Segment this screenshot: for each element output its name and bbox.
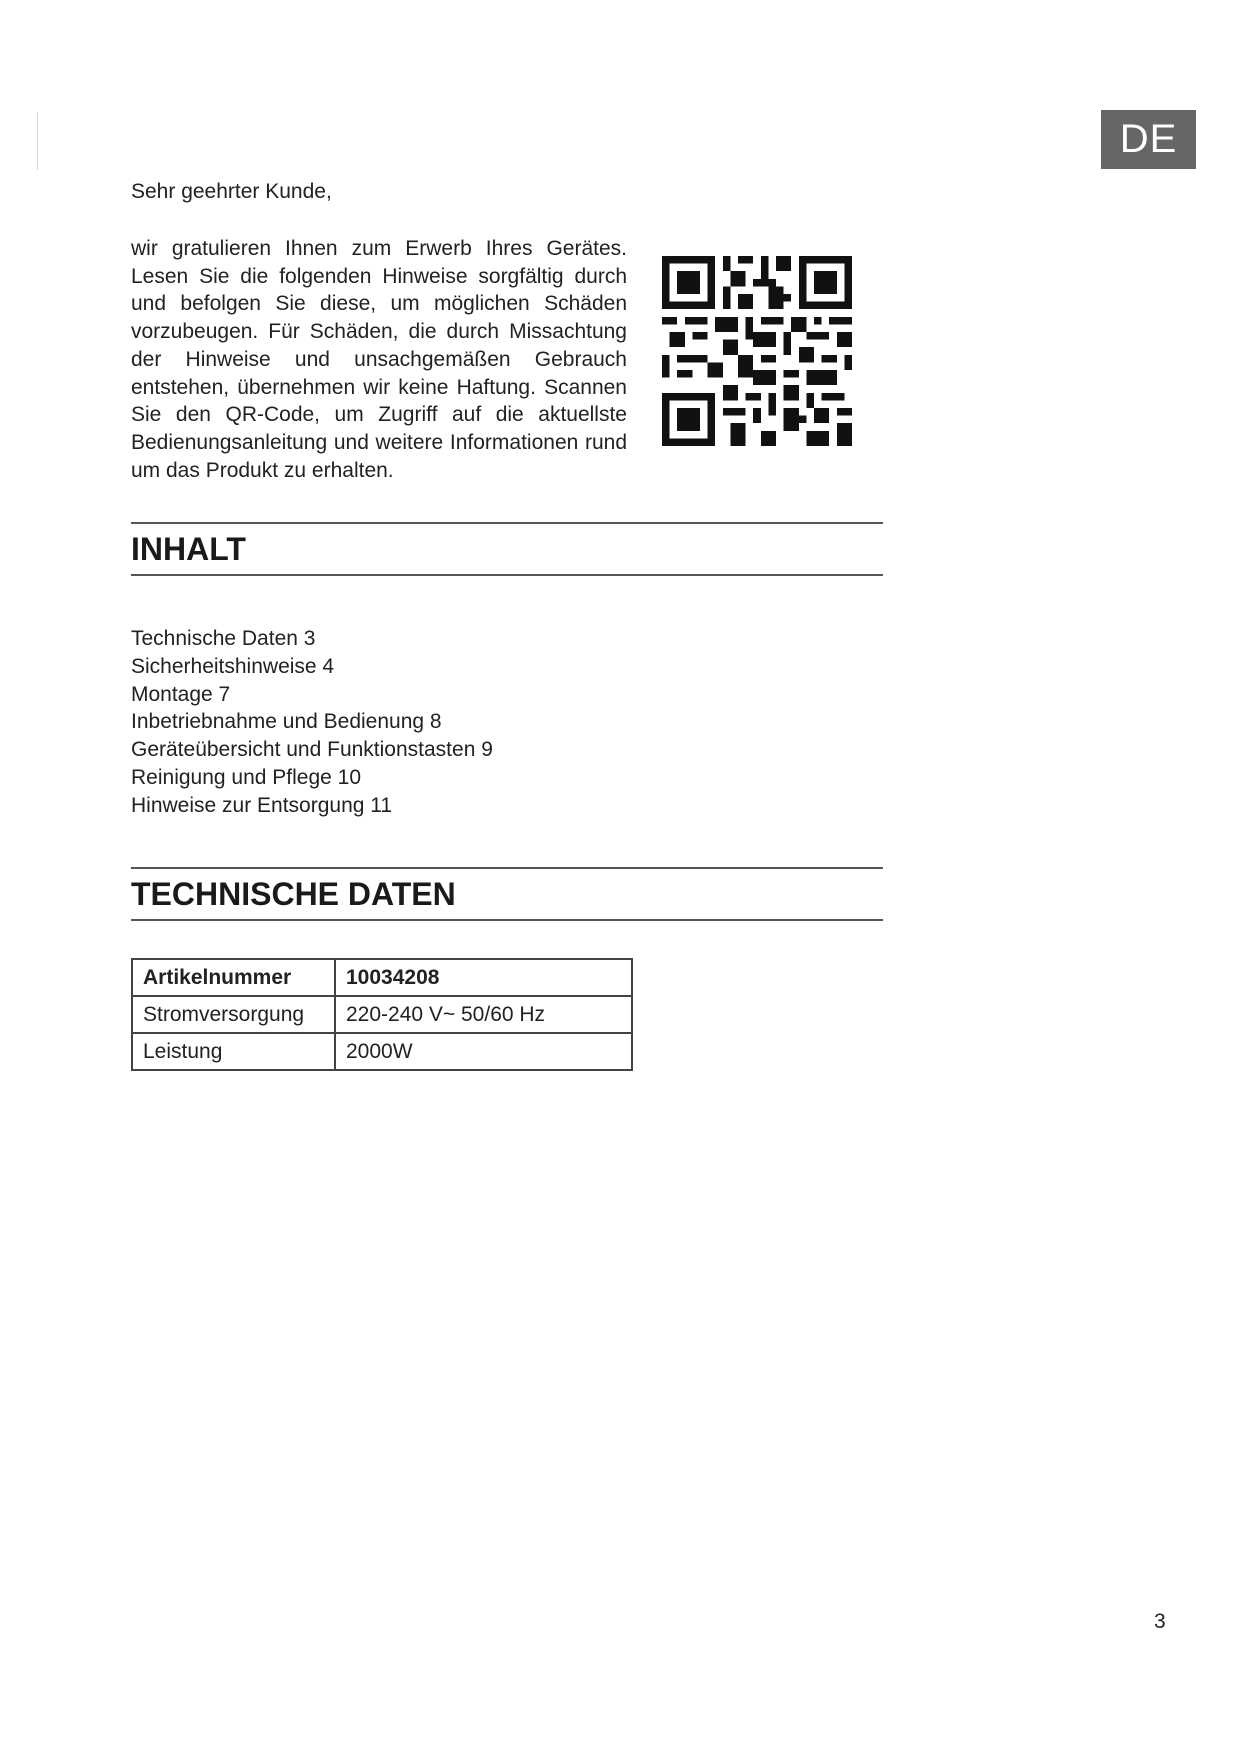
intro-paragraph: wir gratulieren Ihnen zum Erwerb Ihres Gerätes. Lesen Sie die folgenden Hinweise sorgfältig durch und befolgen Sie diese, um möglichen Schäden vorzubeugen. Für Schäden, die durch Missachtung der Hinweise und unsachgemäßen Gebrauch entstehen, übernehmen wir keine Haftung. Scannen Sie den QR-Code, um Zugriff auf die aktuellste Bedienungsanleitung und weitere Informationen rund um das Produkt zu erhalten. <box>131 237 627 482</box>
qr-code-icon[interactable] <box>662 256 852 446</box>
section-rule <box>131 574 883 576</box>
table-row <box>132 1033 632 1070</box>
toc-item[interactable]: Reinigung und Pflege 10 <box>131 765 362 789</box>
section-rule <box>131 522 883 524</box>
toc-item[interactable]: Technische Daten 3 <box>131 627 316 650</box>
language-badge: DE <box>1101 110 1196 169</box>
contents-heading: INHALT <box>131 531 246 567</box>
spec-label: Leistung <box>132 1033 335 1070</box>
spec-table <box>131 958 633 1071</box>
spec-value: 10034208 <box>335 959 632 996</box>
section-rule <box>131 867 883 869</box>
section-rule <box>131 919 883 921</box>
greeting: Sehr geehrter Kunde, <box>131 180 332 203</box>
toc-item[interactable]: Geräteübersicht und Funktionstasten 9 <box>131 738 493 762</box>
spec-label: Artikelnummer <box>132 959 335 996</box>
toc-item[interactable]: Hinweise zur Entsorgung 11 <box>131 793 393 817</box>
table-row <box>132 959 632 996</box>
toc-item[interactable]: Inbetriebnahme und Bedienung 8 <box>131 710 442 734</box>
toc-item[interactable]: Sicherheitshinweise 4 <box>131 654 335 678</box>
spec-value: 2000W <box>335 1033 632 1070</box>
table-of-contents <box>131 625 493 820</box>
spec-value: 220-240 V~ 50/60 Hz <box>335 996 632 1033</box>
tech-data-heading: TECHNISCHE DATEN <box>131 876 456 912</box>
toc-item[interactable]: Montage 7 <box>131 682 231 706</box>
margin-line <box>37 112 38 170</box>
spec-label: Stromversorgung <box>132 996 335 1033</box>
page-number: 3 <box>1154 1610 1166 1633</box>
table-row <box>132 996 632 1033</box>
